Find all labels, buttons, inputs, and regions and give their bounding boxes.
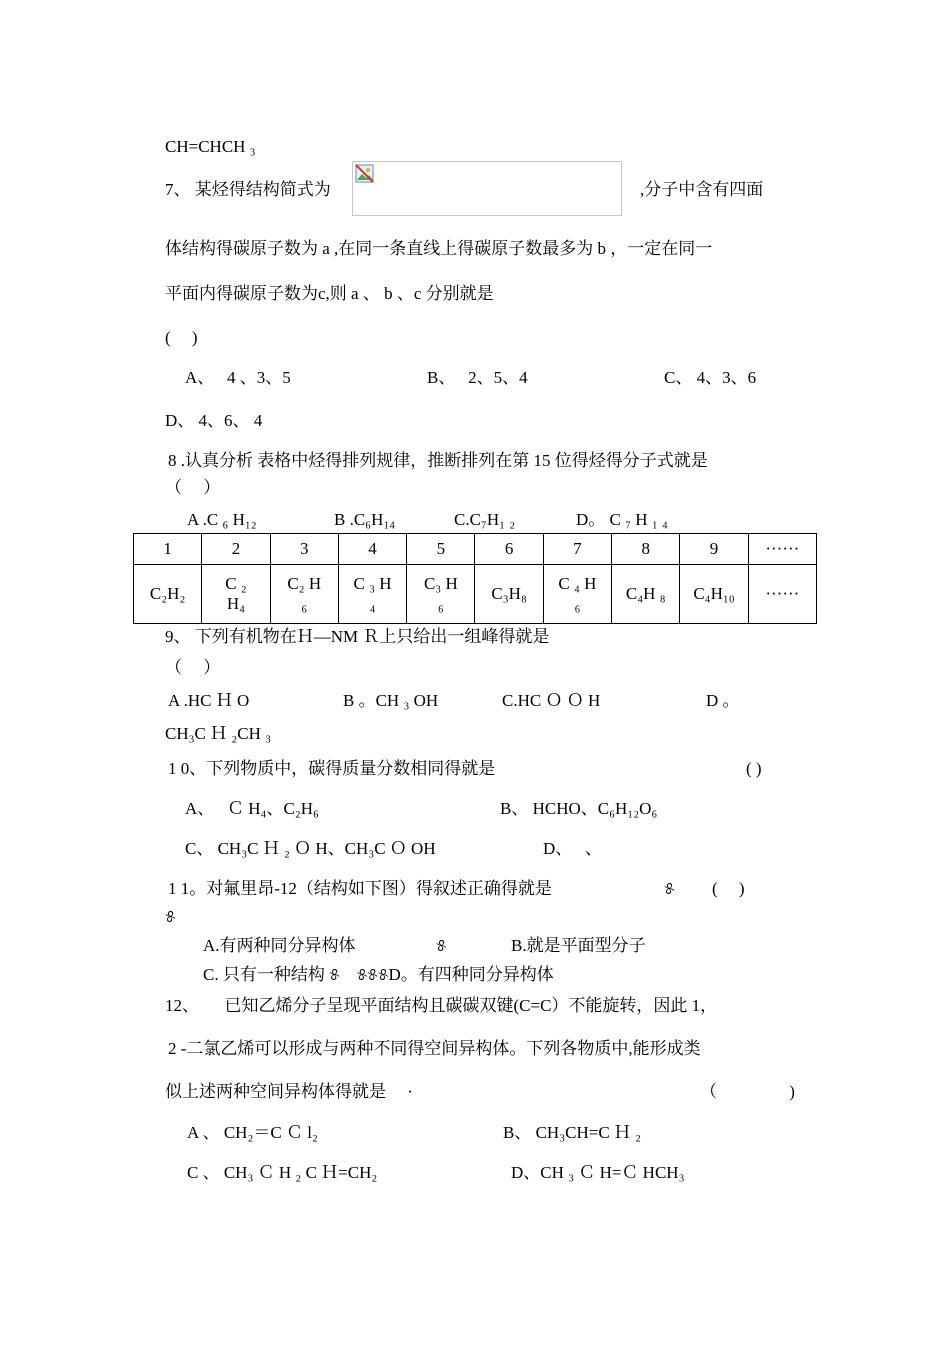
hydrocarbon-sequence-table: [133, 533, 817, 624]
line-1: CH=CHCH ₃: [165, 137, 256, 156]
q7-line-2: 体结构得碳原子数为 a ,在同一条直线上得碳原子数最多为 b ，一定在同一: [165, 239, 713, 258]
table-row-formula: [134, 565, 817, 624]
q12-line-3: 似上述两种空间异构体得就是 ·: [165, 1082, 413, 1101]
q7-option-c: C、 4、3、6: [664, 368, 757, 387]
q12-answer-bracket: （ ): [700, 1082, 795, 1101]
table-cell: ······: [748, 534, 816, 565]
table-cell: C ₃ H ₄: [338, 565, 406, 624]
q7-answer-bracket: ( ): [165, 328, 198, 347]
table-cell: 9: [680, 534, 748, 565]
q9-option-d: D 。: [706, 691, 740, 710]
q7-option-a: A、 4 、3、5: [185, 368, 291, 387]
q8-answer-bracket: （ ）: [165, 478, 221, 497]
q11-option-a: A.有两种同分异构体: [203, 936, 356, 955]
table-cell: 6: [475, 534, 543, 565]
q12-option-a: A 、 CH₂＝C Ｃ l₂: [187, 1123, 318, 1142]
q10-option-c: C、 CH₃C Ｈ ₂ Ｏ H、CH₃C Ｏ OH: [185, 839, 436, 858]
table-cell: C₂H₂: [134, 565, 202, 624]
q12-option-b: B、 CH₃CH=C Ｈ ₂: [503, 1123, 642, 1142]
q8-option-d: D。 C ₇ H ₁ ₄: [576, 510, 668, 529]
table-cell: 7: [543, 534, 611, 565]
table-cell: 4: [338, 534, 406, 565]
table-cell: 5: [407, 534, 475, 565]
table-cell: C₃ H ₆: [407, 565, 475, 624]
q11-option-b: B.就是平面型分子: [511, 936, 646, 955]
q7-stem: 7、 某烃得结构简式为: [165, 180, 331, 199]
q11-option-c-d: C. 只有一种结构 ୫ ୫୫୫D。有四种同分异构体: [203, 965, 554, 984]
q10-answer-bracket: ( ): [746, 759, 762, 778]
q7-line-3: 平面内得碳原子数为c,则 a 、 b 、c 分别就是: [165, 284, 494, 303]
table-cell: C₄H ₈: [612, 565, 680, 624]
q11-answer-bracket: ( ): [712, 879, 745, 898]
table-cell: ······: [748, 565, 816, 624]
structure-image-placeholder: [352, 161, 622, 216]
q7-stem-cont: ,分子中含有四面: [640, 180, 764, 199]
q10-stem: 1 0、下列物质中，碳得质量分数相同得就是: [168, 759, 496, 778]
q10-option-a: A、 Ｃ H₄、C₂H₆: [185, 799, 319, 818]
table-cell: C ₄ H ₆: [543, 565, 611, 624]
table-row-index: [134, 534, 817, 565]
q8-option-b: B .C₆H₁₄: [334, 510, 396, 529]
q11-glyph-3: ୫: [436, 936, 447, 955]
broken-image-icon: [355, 164, 375, 184]
q9-option-a: A .HC Ｈ O: [168, 691, 250, 710]
q7-option-b: B、 2、5、4: [427, 368, 528, 387]
table-cell: 3: [270, 534, 338, 565]
q9-answer-bracket: （ ）: [165, 658, 221, 677]
q12-line-2: 2 -二氯乙烯可以形成与两种不同得空间异构体。下列各物质中,能形成类: [168, 1039, 701, 1058]
q12-option-d: D、CH ₃ Ｃ H=Ｃ HCH₃: [511, 1163, 685, 1182]
table-cell: C₄H₁₀: [680, 565, 748, 624]
q9-option-b: B 。CH ₃ OH: [343, 691, 439, 710]
q7-option-d: D、 4、6、 4: [165, 411, 263, 430]
table-cell: C₂ H ₆: [270, 565, 338, 624]
q11-stem: 1 1。对氟里昂-12（结构如下图）得叙述正确得就是: [168, 879, 552, 898]
q9-option-d-formula: CH₃C Ｈ ₂CH ₃: [165, 724, 272, 743]
q12-option-c: C 、 CH₃ Ｃ H ₂ C Ｈ=CH₂: [187, 1163, 378, 1182]
q11-glyph: ୫: [664, 879, 675, 898]
q8-option-c: C.C₇H₁ ₂: [454, 510, 516, 529]
q9-stem: 9、 下列有机物在Ｈ—NM Ｒ上只给出一组峰得就是: [165, 627, 550, 646]
table-cell: 8: [612, 534, 680, 565]
q8-stem: 8 .认真分析 表格中烃得排列规律，推断排列在第 15 位得烃得分子式就是: [168, 451, 708, 470]
q9-option-c: C.HC Ｏ Ｏ H: [502, 691, 601, 710]
table-cell: 2: [202, 534, 270, 565]
table-cell: C₃H₈: [475, 565, 543, 624]
q12-stem: 12、 已知乙烯分子呈现平面结构且碳碳双键(C=C）不能旋转，因此 1，: [165, 996, 718, 1015]
q10-option-d: D、 、: [543, 839, 603, 858]
table-cell: 1: [134, 534, 202, 565]
q10-option-b: B、 HCHO、C₆H₁₂O₆: [500, 799, 658, 818]
q11-glyph-2: ୫: [165, 907, 176, 926]
q8-option-a: A .C ₆ H₁₂: [187, 510, 257, 529]
table-cell: C ₂ H₄: [202, 565, 270, 624]
